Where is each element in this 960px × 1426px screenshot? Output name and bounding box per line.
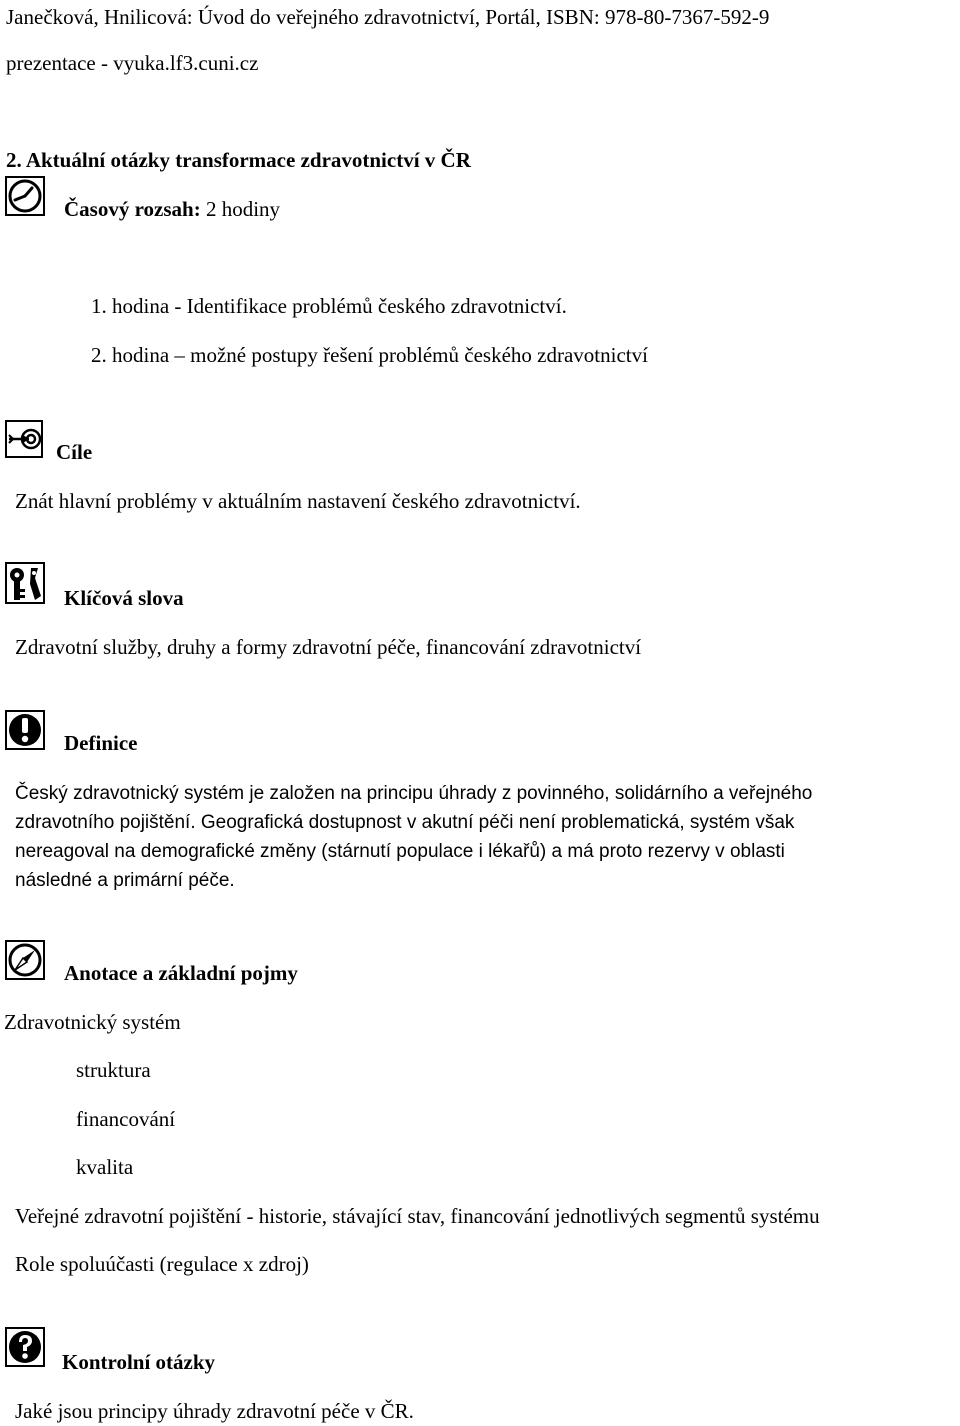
target-icon: [5, 420, 43, 458]
definition-paragraph: [15, 779, 812, 895]
keys-icon: [5, 562, 45, 604]
questions-text: Jaké jsou principy úhrady zdravotní péče v ČR.: [15, 1399, 414, 1423]
list-item: financování: [76, 1107, 176, 1131]
list-item: kvalita: [76, 1155, 134, 1179]
keywords-heading: Klíčová slova: [64, 586, 184, 610]
exclamation-icon: [5, 710, 45, 750]
definition-heading: Definice: [64, 731, 138, 755]
role-line: Role spoluúčasti (regulace x zdroj): [15, 1252, 309, 1276]
header-source: prezentace - vyuka.lf3.cuni.cz: [6, 51, 259, 75]
keywords-text: Zdravotní služby, druhy a formy zdravotní péče, financování zdravotnictví: [15, 635, 642, 659]
definition-line: zdravotního pojištění. Geografická dostupnost v akutní péči není problematická, systém však: [15, 812, 795, 833]
questions-heading: Kontrolní otázky: [62, 1350, 216, 1374]
system-label: Zdravotnický systém: [4, 1010, 181, 1034]
time-heading-value: 2 hodiny: [200, 197, 281, 221]
insurance-line: Veřejné zdravotní pojištění - historie, stávající stav, financování jednotlivých segmentů systému: [15, 1204, 820, 1228]
list-item: 1. hodina - Identifikace problémů českého zdravotnictví.: [91, 294, 567, 318]
definition-line: Český zdravotnický systém je založen na principu úhrady z povinného, solidárního a veřejného: [15, 783, 813, 804]
annotation-heading: Anotace a základní pojmy: [64, 961, 298, 985]
list-item: struktura: [76, 1058, 151, 1082]
question-icon: [5, 1327, 45, 1367]
list-item: 2. hodina – možné postupy řešení problémů českého zdravotnictví: [91, 343, 648, 367]
clock-icon: [5, 176, 45, 216]
compass-icon: [5, 940, 45, 980]
goals-heading: Cíle: [56, 440, 93, 464]
definition-line: nereagoval na demografické změny (stárnutí populace i lékařů) a má proto rezervy v oblasti: [15, 841, 785, 862]
time-heading: [64, 197, 280, 221]
definition-line: následné a primární péče.: [15, 870, 235, 891]
chapter-title: 2. Aktuální otázky transformace zdravotnictví v ČR: [6, 148, 471, 172]
header-citation: Janečková, Hnilicová: Úvod do veřejného zdravotnictví, Portál, ISBN: 978-80-7367-592-9: [6, 5, 770, 29]
time-heading-label: Časový rozsah:: [64, 197, 201, 221]
goals-text: Znát hlavní problémy v aktuálním nastavení českého zdravotnictví.: [15, 489, 581, 513]
